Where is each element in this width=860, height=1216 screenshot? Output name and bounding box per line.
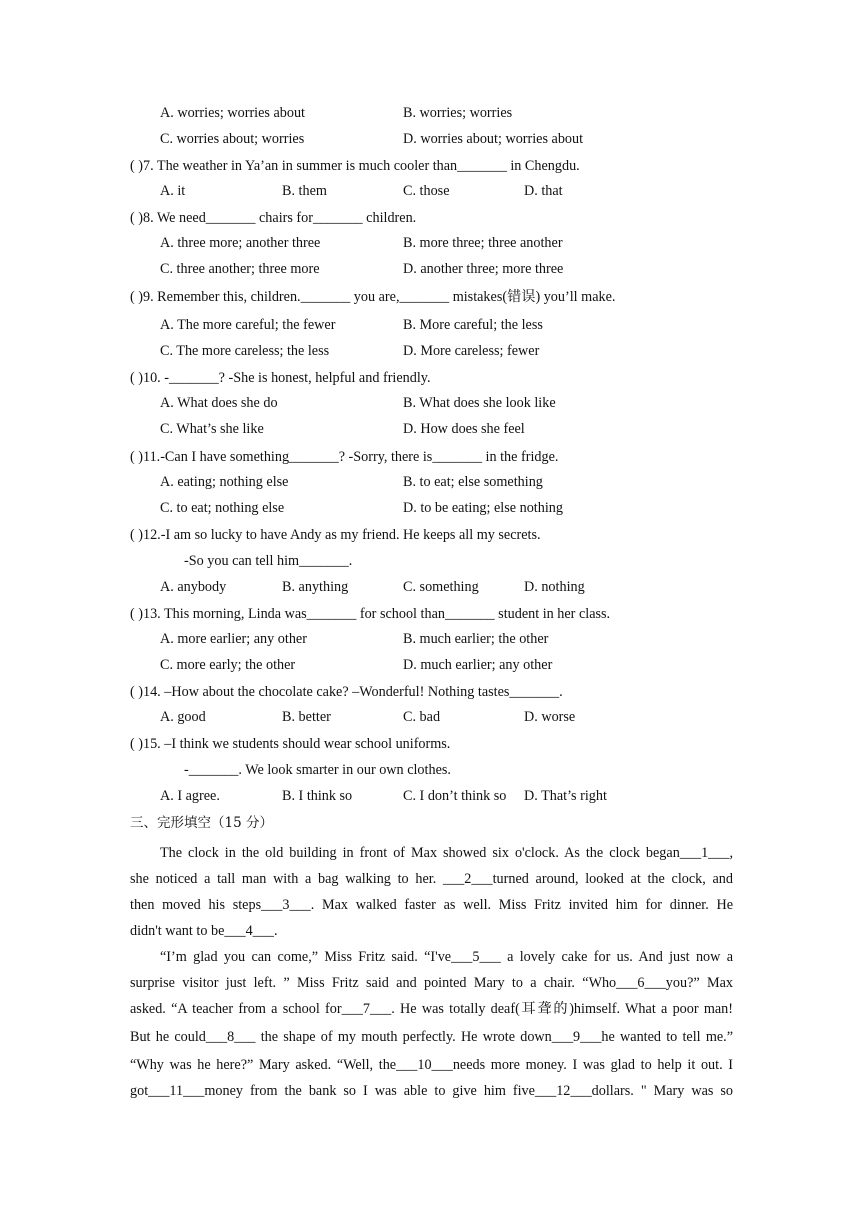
q9-option-d: D. More careless; fewer	[403, 343, 540, 359]
q13-option-a: A. more earlier; any other	[160, 631, 307, 647]
q7-option-a: A. it	[160, 183, 186, 199]
cloze-line: But he could___8___ the shape of my mouth perfectly. He wrote down___9___he wanted to tell me.”	[130, 1029, 733, 1045]
cloze-line: asked. “A teacher from a school for___7___. He was totally deaf(耳聋的)himself. What a poor man!	[130, 1001, 733, 1017]
q10-option-a: A. What does she do	[160, 395, 278, 411]
q9-option-c: C. The more careless; the less	[160, 343, 330, 359]
q14-option-b: B. better	[282, 709, 331, 725]
q9-stem: ( )9. Remember this, children._______ you are,_______ mistakes(错误) you’ll make.	[130, 289, 616, 305]
q14-option-c: C. bad	[403, 709, 441, 725]
q12-option-b: B. anything	[282, 579, 349, 595]
cloze-line: she noticed a tall man with a bag walking to her. ___2___turned around, looked at the clock, and	[130, 871, 733, 887]
cloze-line: then moved his steps___3___. Max walked faster as well. Miss Fritz invited him for dinner. He	[130, 897, 733, 913]
q7-option-d: D. that	[524, 183, 563, 199]
q13-option-d: D. much earlier; any other	[403, 657, 553, 673]
q8-option-c: C. three another; three more	[160, 261, 320, 277]
q12-option-a: A. anybody	[160, 579, 227, 595]
q10-stem: ( )10. -_______? -She is honest, helpful and friendly.	[130, 370, 431, 386]
q13-stem: ( )13. This morning, Linda was_______ for school than_______ student in her class.	[130, 606, 611, 622]
q14-option-a: A. good	[160, 709, 206, 725]
q7-option-b: B. them	[282, 183, 327, 199]
q11-stem: ( )11.-Can I have something_______? -Sorry, there is_______ in the fridge.	[130, 449, 559, 465]
q10-option-b: B. What does she look like	[403, 395, 556, 411]
q11-option-d: D. to be eating; else nothing	[403, 500, 563, 516]
q10-option-c: C. What’s she like	[160, 421, 264, 437]
q11-option-a: A. eating; nothing else	[160, 474, 289, 490]
q7-option-c: C. those	[403, 183, 450, 199]
q15-option-d: D. That’s right	[524, 788, 607, 804]
q11-option-b: B. to eat; else something	[403, 474, 543, 490]
q8-option-b: B. more three; three another	[403, 235, 563, 251]
q9-option-b: B. More careful; the less	[403, 317, 543, 333]
cloze-line: surprise visitor just left. ” Miss Fritz said and pointed Mary to a chair. “Who___6___you?” Max	[130, 975, 733, 991]
q15-stem: ( )15. –I think we students should wear school uniforms.	[130, 736, 451, 752]
q11-option-c: C. to eat; nothing else	[160, 500, 285, 516]
q8-option-a: A. three more; another three	[160, 235, 321, 251]
cloze-line: The clock in the old building in front of Max showed six o'clock. As the clock began___1___,	[160, 845, 733, 861]
q13-option-c: C. more early; the other	[160, 657, 296, 673]
q14-stem: ( )14. –How about the chocolate cake? –Wonderful! Nothing tastes_______.	[130, 684, 563, 700]
q6-option-a: A. worries; worries about	[160, 105, 305, 121]
q8-option-d: D. another three; more three	[403, 261, 564, 277]
q12-stem-line2: -So you can tell him_______.	[184, 553, 353, 569]
q12-option-d: D. nothing	[524, 579, 585, 595]
q9-option-a: A. The more careful; the fewer	[160, 317, 336, 333]
q7-stem: ( )7. The weather in Ya’an in summer is much cooler than_______ in Chengdu.	[130, 158, 580, 174]
cloze-line: “I’m glad you can come,” Miss Fritz said. “I've___5___ a lovely cake for us. And just now a	[160, 949, 733, 965]
q13-option-b: B. much earlier; the other	[403, 631, 549, 647]
cloze-line: got___11___money from the bank so I was able to give him five___12___dollars. " Mary was so	[130, 1083, 733, 1099]
section-heading-cloze: 三、完形填空（15 分）	[130, 815, 273, 831]
q6-option-c: C. worries about; worries	[160, 131, 305, 147]
q12-option-c: C. something	[403, 579, 479, 595]
q15-option-a: A. I agree.	[160, 788, 220, 804]
cloze-line: “Why was he here?” Mary asked. “Well, the___10___needs more money. I was glad to help it out. I	[130, 1057, 733, 1073]
cloze-line: didn't want to be___4___.	[130, 923, 278, 939]
q6-option-d: D. worries about; worries about	[403, 131, 584, 147]
q15-stem-line2: -_______. We look smarter in our own clothes.	[184, 762, 451, 778]
q6-option-b: B. worries; worries	[403, 105, 513, 121]
q14-option-d: D. worse	[524, 709, 576, 725]
q15-option-b: B. I think so	[282, 788, 353, 804]
q8-stem: ( )8. We need_______ chairs for_______ children.	[130, 210, 417, 226]
q12-stem: ( )12.-I am so lucky to have Andy as my friend. He keeps all my secrets.	[130, 527, 541, 543]
q15-option-c: C. I don’t think so	[403, 788, 507, 804]
q10-option-d: D. How does she feel	[403, 421, 525, 437]
